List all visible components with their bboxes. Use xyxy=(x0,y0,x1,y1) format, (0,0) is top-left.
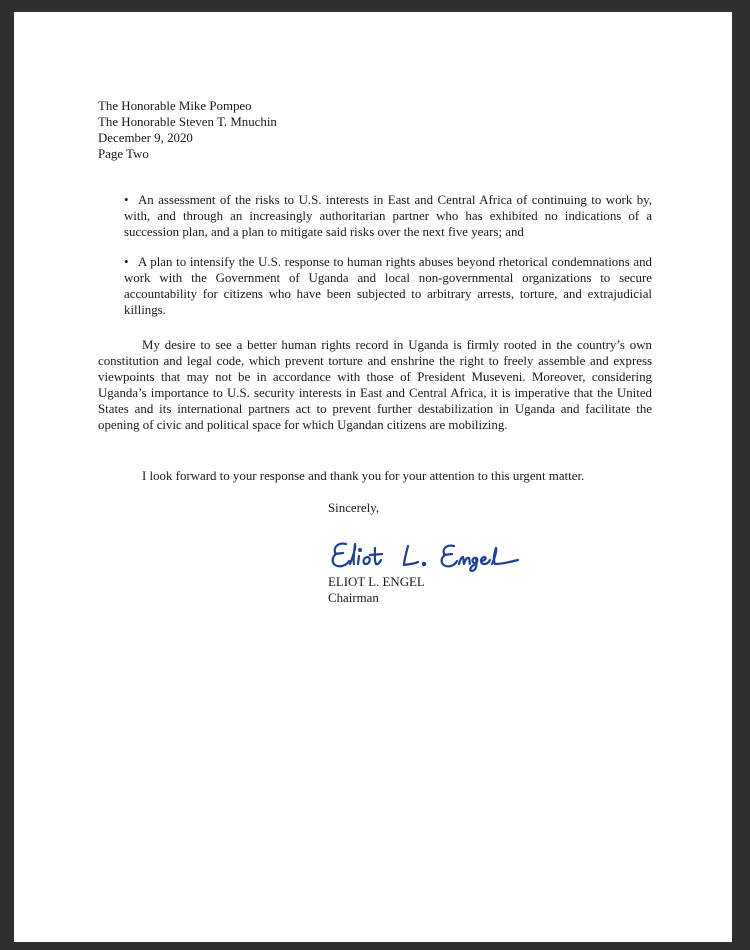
signer-title: Chairman xyxy=(328,591,379,605)
letter-page xyxy=(14,12,732,942)
recipient-line-1: The Honorable Mike Pompeo xyxy=(98,99,252,113)
bullet-text: A plan to intensify the U.S. response to human rights abuses beyond rhetorical condemnations and work with the Government of Uganda and local non-governmental organizations to secure accountability for citizens who have been subjected to arbitrary arrests, torture, and extrajudicial killings. xyxy=(124,255,652,317)
signer-block xyxy=(328,574,425,606)
bullet-item xyxy=(124,192,652,240)
letter-date: December 9, 2020 xyxy=(98,131,193,145)
bullet-item xyxy=(124,254,652,318)
page-label: Page Two xyxy=(98,147,149,161)
bullet-icon: • xyxy=(124,255,129,269)
recipient-line-2: The Honorable Steven T. Mnuchin xyxy=(98,115,277,129)
handwritten-signature xyxy=(324,524,524,572)
signer-name: ELIOT L. ENGEL xyxy=(328,575,425,589)
bullet-icon: • xyxy=(124,193,129,207)
recipient-header xyxy=(98,98,277,162)
body-paragraph: I look forward to your response and thank you for your attention to this urgent matter. xyxy=(142,469,585,483)
bullet-text: An assessment of the risks to U.S. interests in East and Central Africa of continuing to work by, with, and through an increasingly authoritarian partner who has exhibited no indications of a succession plan, and a plan to mitigate said risks over the next five years; and xyxy=(124,193,652,239)
valediction: Sincerely, xyxy=(328,501,380,515)
body-paragraph: My desire to see a better human rights record in Uganda is firmly rooted in the country’s own constitution and legal code, which prevent torture and enshrine the right to freely assemble and express viewpoints that may not be in accordance with those of President Museveni. Moreover, considering Uganda’s importance to U.S. security interests in East and Central Africa, it is imperative that the United States and its international partners act to prevent further destabilization in Uganda and facilitate the opening of civic and political space for which Ugandan citizens are mobilizing. xyxy=(98,338,652,432)
